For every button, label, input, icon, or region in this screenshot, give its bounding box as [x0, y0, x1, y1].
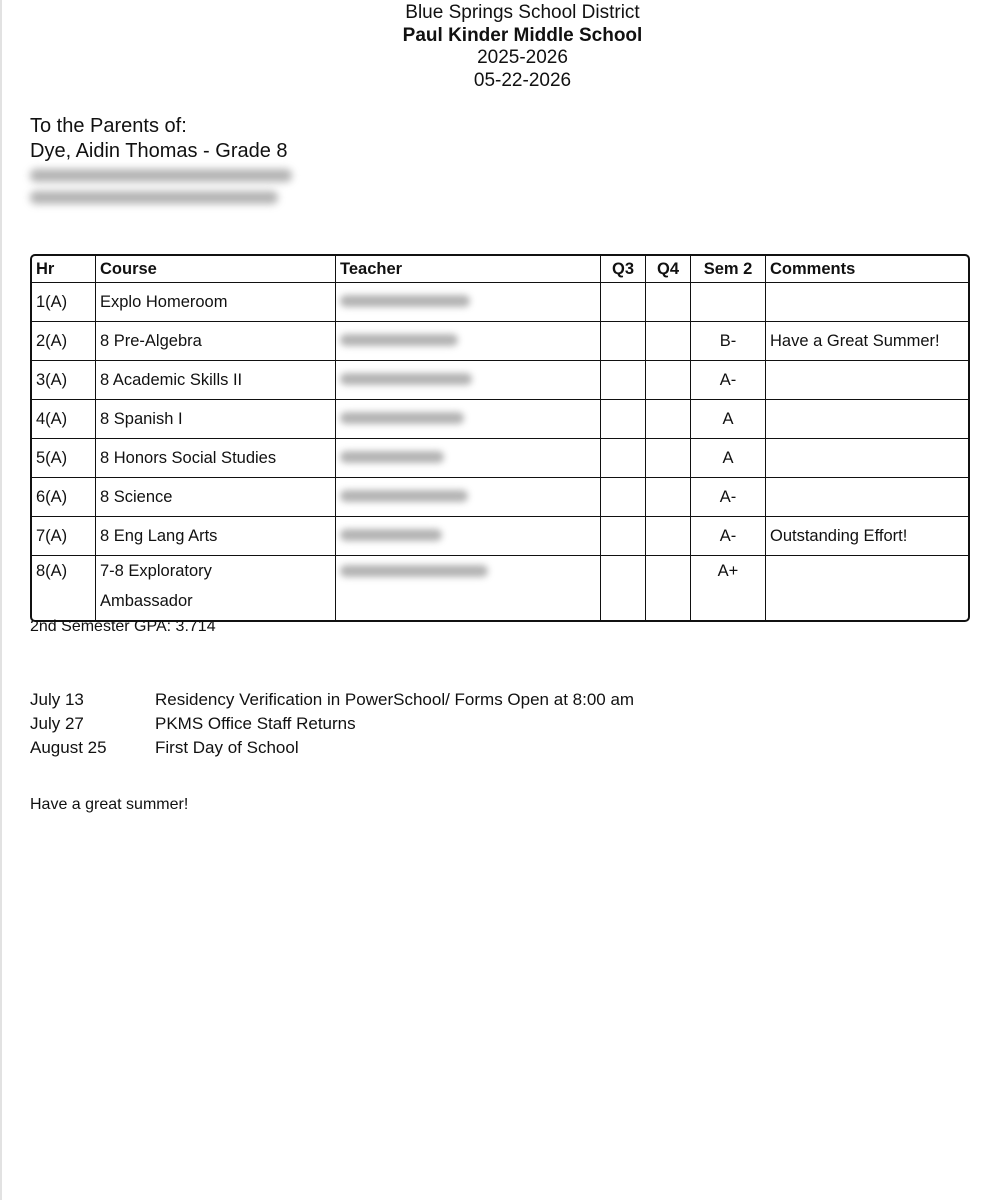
cell-q4 [646, 361, 691, 400]
redacted-teacher [340, 295, 470, 307]
district-name: Blue Springs School District [405, 2, 640, 23]
cell-teacher [336, 556, 601, 620]
header-hr: Hr [32, 256, 96, 283]
cell-course: 8 Spanish I [96, 400, 336, 439]
cell-comment [766, 361, 968, 400]
cell-course: 8 Science [96, 478, 336, 517]
cell-course: Explo Homeroom [96, 283, 336, 322]
cell-sem2: A- [691, 361, 766, 400]
event-date: August 25 [30, 738, 107, 757]
cell-teacher [336, 322, 601, 361]
cell-teacher [336, 478, 601, 517]
redacted-teacher [340, 490, 468, 502]
redacted-teacher [340, 334, 458, 346]
cell-course: 8 Eng Lang Arts [96, 517, 336, 556]
cell-comment [766, 556, 968, 620]
header-q4: Q4 [646, 256, 691, 283]
redacted-address-line [30, 169, 292, 182]
semester-gpa: 2nd Semester GPA: 3.714 [30, 618, 216, 635]
cell-sem2: B- [691, 322, 766, 361]
report-date: 05-22-2026 [473, 69, 572, 91]
cell-q3 [601, 556, 646, 620]
table-row [32, 556, 968, 620]
page-edge [0, 0, 2, 1200]
report-header [0, 2, 1008, 92]
cell-hr: 3(A) [32, 361, 96, 400]
cell-course: 8 Pre-Algebra [96, 322, 336, 361]
redacted-teacher [340, 565, 488, 577]
cell-hr: 6(A) [32, 478, 96, 517]
cell-teacher [336, 361, 601, 400]
school-year: 2025-2026 [477, 47, 568, 68]
cell-comment [766, 400, 968, 439]
cell-course-line: Ambassador [100, 592, 193, 610]
student-name: Dye, Aidin Thomas - Grade 8 [30, 139, 288, 162]
cell-hr: 2(A) [32, 322, 96, 361]
event-date: July 27 [30, 714, 84, 733]
table-row [32, 400, 968, 439]
table-row [32, 361, 968, 400]
cell-hr: 4(A) [32, 400, 96, 439]
header-sem2: Sem 2 [691, 256, 766, 283]
cell-hr: 8(A) [32, 556, 96, 620]
cell-sem2: A- [691, 478, 766, 517]
header-q3: Q3 [601, 256, 646, 283]
redacted-teacher [340, 529, 442, 541]
cell-q4 [646, 556, 691, 620]
cell-comment [766, 439, 968, 478]
redacted-teacher [340, 412, 464, 424]
cell-hr: 1(A) [32, 283, 96, 322]
event-date: July 13 [30, 690, 84, 709]
redacted-teacher [340, 373, 472, 385]
cell-course: 8 Academic Skills II [96, 361, 336, 400]
cell-hr: 7(A) [32, 517, 96, 556]
cell-q4 [646, 439, 691, 478]
event-text: PKMS Office Staff Returns [155, 714, 356, 733]
table-row [32, 517, 968, 556]
cell-q3 [601, 478, 646, 517]
event-text: First Day of School [155, 738, 299, 757]
list-item [30, 688, 634, 712]
cell-q4 [646, 322, 691, 361]
cell-course: 8 Honors Social Studies [96, 439, 336, 478]
redacted-teacher [340, 451, 444, 463]
event-text: Residency Verification in PowerSchool/ Forms Open at 8:00 am [155, 690, 635, 709]
cell-q3 [601, 517, 646, 556]
table-row [32, 439, 968, 478]
cell-q3 [601, 439, 646, 478]
cell-hr: 5(A) [32, 439, 96, 478]
school-name: Paul Kinder Middle School [402, 24, 643, 46]
cell-q3 [601, 283, 646, 322]
cell-q3 [601, 361, 646, 400]
cell-teacher [336, 517, 601, 556]
cell-course-line: 7-8 Exploratory [100, 562, 212, 580]
cell-sem2 [691, 283, 766, 322]
closing-message: Have a great summer! [30, 796, 189, 813]
cell-teacher [336, 439, 601, 478]
cell-sem2: A- [691, 517, 766, 556]
cell-sem2: A+ [691, 556, 766, 620]
cell-q3 [601, 322, 646, 361]
header-course: Course [96, 256, 336, 283]
cell-teacher [336, 400, 601, 439]
list-item [30, 712, 634, 736]
cell-teacher [336, 283, 601, 322]
cell-q3 [601, 400, 646, 439]
cell-comment: Have a Great Summer! [766, 322, 968, 361]
salutation: To the Parents of: [30, 115, 187, 137]
cell-comment [766, 478, 968, 517]
header-teacher: Teacher [336, 256, 601, 283]
grades-table [30, 254, 970, 622]
cell-sem2: A [691, 439, 766, 478]
address-block [30, 114, 292, 204]
cell-q4 [646, 400, 691, 439]
cell-q4 [646, 283, 691, 322]
list-item [30, 736, 634, 760]
cell-q4 [646, 517, 691, 556]
cell-comment: Outstanding Effort! [766, 517, 968, 556]
events-list [30, 688, 634, 760]
redacted-address-line [30, 191, 278, 204]
table-row [32, 478, 968, 517]
table-header-row [32, 256, 968, 283]
cell-course [96, 556, 336, 620]
cell-q4 [646, 478, 691, 517]
header-comments: Comments [766, 256, 968, 283]
cell-sem2: A [691, 400, 766, 439]
table-row [32, 322, 968, 361]
cell-comment [766, 283, 968, 322]
table-row [32, 283, 968, 322]
